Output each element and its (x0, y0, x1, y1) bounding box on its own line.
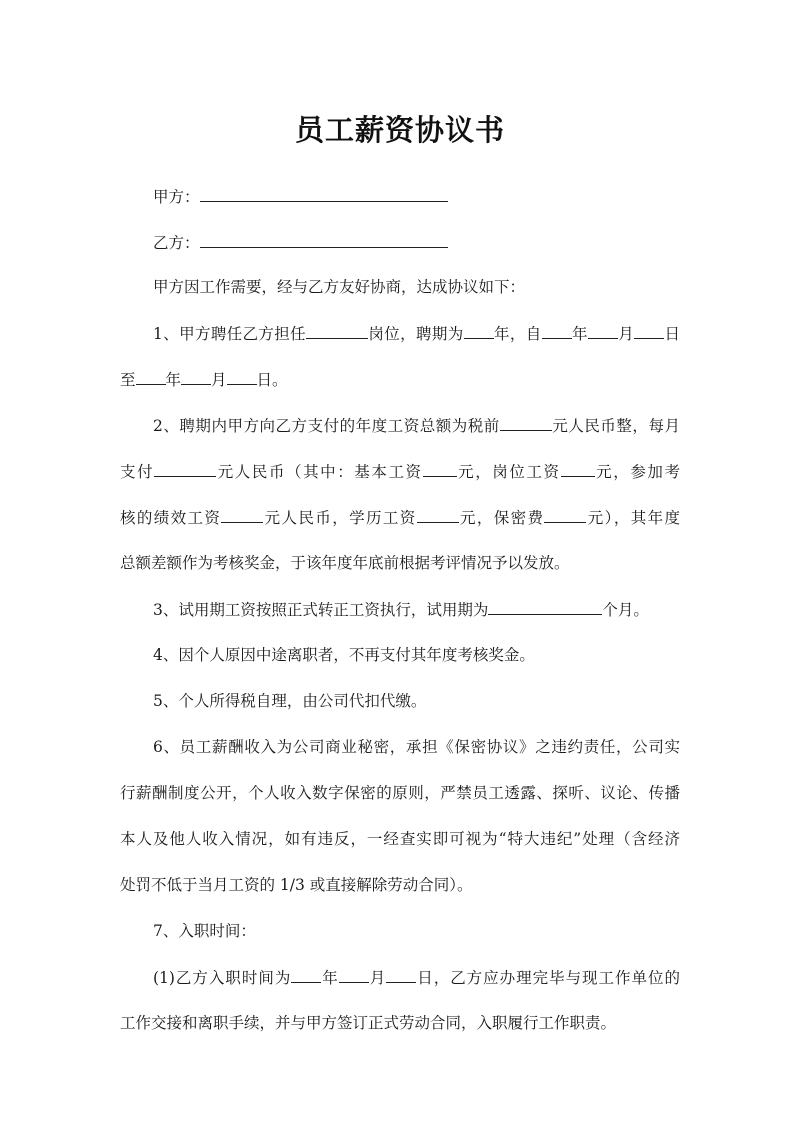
clause-text: 3、试用期工资按照正式转正工资执行，试用期为 (153, 601, 489, 619)
end-day-blank (227, 368, 257, 385)
start-year-blank (542, 322, 572, 339)
document-title: 员工薪资协议书 (294, 113, 505, 147)
clause-text: 元，保密费 (458, 509, 545, 527)
start-month-blank (588, 322, 618, 339)
clause-text: 2、聘期内甲方向乙方支付的年度工资总额为税前 (153, 417, 500, 435)
clause-6-line-2: 行薪酬制度公开，个人收入数字保密的原则，严禁员工透露、探听、议论、传播 (120, 784, 680, 802)
base-salary-blank (423, 460, 457, 477)
clause-6-line-1: 6、员工薪酬收入为公司商业秘密，承担《保密协议》之违约责任，公司实 (153, 738, 680, 756)
clause-text: 元人民币（其中：基本工资 (216, 463, 423, 481)
clause-text: 年，自 (493, 325, 542, 343)
clause-7-item-1-line-1 (153, 966, 680, 989)
clause-2-line-3 (120, 506, 680, 529)
clause-text: 岗位，聘期为 (368, 325, 464, 343)
entry-month-blank (339, 966, 369, 983)
entry-year-blank (291, 966, 321, 983)
post-salary-blank (561, 460, 595, 477)
clause-text: 日。 (256, 371, 288, 389)
clause-2-line-2 (120, 460, 680, 483)
clause-1-line-1 (153, 322, 680, 345)
party-a-blank (200, 187, 448, 202)
annual-salary-blank (500, 414, 552, 431)
clause-text: (1)乙方入职时间为 (153, 969, 292, 987)
education-pay-blank (417, 506, 459, 523)
end-month-blank (181, 368, 211, 385)
clause-text: 个月。 (602, 601, 649, 619)
clause-6-line-3: 本人及他人收入情况，如有违反，一经查实即可视为“特大违纪”处理（含经济 (120, 830, 680, 848)
clause-4: 4、因个人原因中途离职者，不再支付其年度考核奖金。 (153, 646, 535, 664)
clause-text: 月 (617, 325, 635, 343)
clause-text: 年 (321, 969, 339, 987)
clause-2-line-1 (153, 414, 680, 437)
start-day-blank (634, 322, 664, 339)
clause-text: 元人民币整，每月 (551, 417, 680, 435)
performance-pay-blank (221, 506, 263, 523)
party-b-line (153, 232, 680, 254)
end-year-blank (136, 368, 166, 385)
clause-text: 元人民币，学历工资 (263, 509, 417, 527)
party-b-label: 乙方： (153, 234, 200, 252)
clause-text: 年 (571, 325, 588, 343)
probation-months-blank (488, 598, 602, 615)
clause-text: 日，乙方应办理完毕与现工作单位的 (416, 969, 680, 987)
clause-text: 1、甲方聘任乙方担任 (153, 325, 307, 343)
party-a-line (153, 186, 680, 208)
term-years-blank (464, 322, 494, 339)
clause-text: 元，岗位工资 (456, 463, 561, 481)
clause-7-heading: 7、入职时间： (153, 922, 256, 940)
clause-text: 核的绩效工资 (120, 509, 222, 527)
clause-text: 支付 (120, 463, 155, 481)
clause-text: 月 (211, 371, 227, 389)
clause-text: 至 (120, 371, 136, 389)
party-b-blank (200, 233, 448, 248)
party-a-label: 甲方： (153, 188, 200, 206)
clause-text: 日 (664, 325, 680, 343)
clause-text: 年 (165, 371, 182, 389)
intro-paragraph: 甲方因工作需要，经与乙方友好协商，达成协议如下： (153, 278, 526, 296)
clause-7-item-1-line-2: 工作交接和离职手续，并与甲方签订正式劳动合同，入职履行工作职责。 (120, 1014, 617, 1032)
clause-text: 元），其年度 (586, 509, 680, 527)
clause-1-line-2 (120, 368, 680, 391)
clause-text: 元，参加考 (594, 463, 680, 481)
clause-2-line-4: 总额差额作为考核奖金，于该年度年底前根据考评情况予以发放。 (120, 554, 570, 572)
confidentiality-fee-blank (544, 506, 586, 523)
clause-text: 月 (368, 969, 387, 987)
entry-day-blank (386, 966, 416, 983)
clause-6-line-4: 处罚不低于当月工资的 1/3 或直接解除劳动合同）。 (120, 876, 473, 894)
clause-3 (153, 598, 680, 621)
monthly-pay-blank (154, 460, 216, 477)
clause-5: 5、个人所得税自理，由公司代扣代缴。 (153, 692, 427, 710)
position-blank (306, 322, 368, 339)
